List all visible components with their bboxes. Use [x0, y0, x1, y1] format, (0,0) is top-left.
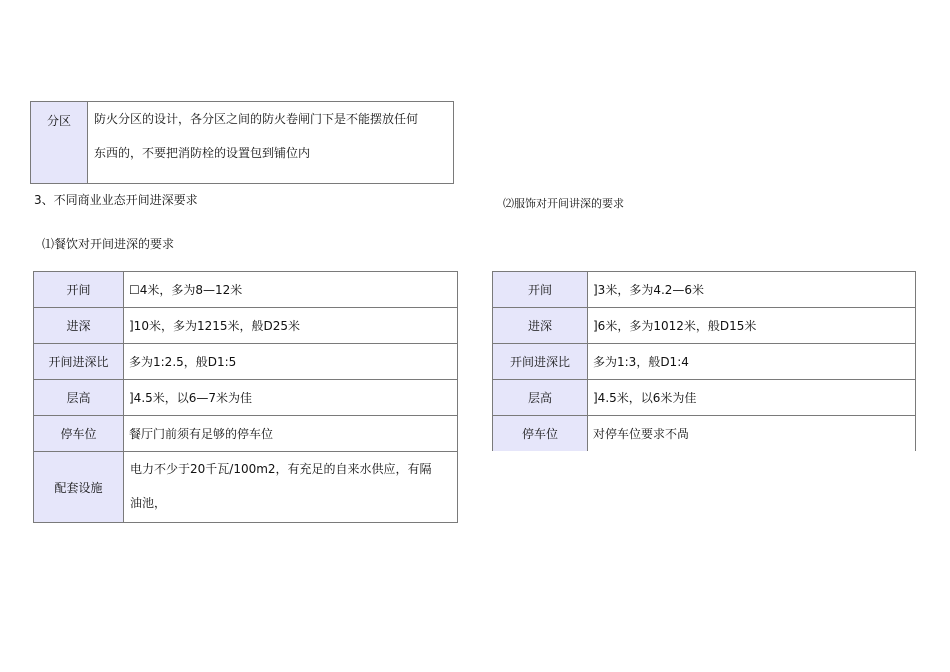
table-row [34, 344, 458, 380]
section-heading: 3、不同商业业态开间进深要求 [34, 193, 198, 207]
dining-table [33, 271, 458, 523]
table-row [34, 380, 458, 416]
clothing-label-parking: 停车位 [493, 416, 588, 451]
table-row [34, 272, 458, 308]
zoning-text [88, 102, 454, 184]
table-row [493, 308, 916, 344]
dining-label-parking: 停车位 [34, 416, 124, 452]
dining-label-bay: 开间 [34, 272, 124, 308]
clothing-value-height: ]4.5米，以6米为佳 [588, 380, 916, 416]
table-row [493, 380, 916, 416]
clothing-table [492, 271, 916, 451]
dining-label-ratio: 开间进深比 [34, 344, 124, 380]
clothing-label-depth: 进深 [493, 308, 588, 344]
table-row [34, 308, 458, 344]
dining-value-parking: 餐厅门前须有足够的停车位 [124, 416, 458, 452]
dining-value-bay: ☐4米，多为8—12米 [124, 272, 458, 308]
table-row [493, 344, 916, 380]
clothing-value-bay: ]3米，多为4.2—6米 [588, 272, 916, 308]
dining-label-depth: 进深 [34, 308, 124, 344]
dining-value-ratio: 多为1:2.5，般D1:5 [124, 344, 458, 380]
clothing-label-height: 层高 [493, 380, 588, 416]
clothing-value-ratio: 多为1:3，般D1:4 [588, 344, 916, 380]
clothing-value-parking: 对停车位要求不咼 [588, 416, 916, 451]
zoning-row [31, 102, 454, 184]
clothing-value-depth: ]6米，多为1012米，般D15米 [588, 308, 916, 344]
dining-value-depth: ]10米，多为1215米，般D25米 [124, 308, 458, 344]
table-row [493, 416, 916, 451]
clothing-label-bay: 开间 [493, 272, 588, 308]
dining-value-height: ]4.5米，以6—7米为佳 [124, 380, 458, 416]
clothing-label-ratio: 开间进深比 [493, 344, 588, 380]
dining-label-facilities: 配套设施 [34, 452, 124, 523]
table-row [493, 272, 916, 308]
clothing-heading: ⑵服饰对开间讲深的要求 [503, 197, 624, 210]
table-row [34, 452, 458, 523]
facilities-line2: 油池， [130, 496, 167, 510]
zoning-text-line1: 防火分区的设计，各分区之间的防火卷闸门下是不能摆放任何 [94, 112, 419, 126]
zoning-text-line2: 东西的，不要把消防栓的设置包到铺位内 [94, 146, 311, 160]
dining-value-facilities [124, 452, 458, 523]
facilities-line1: 电力不少于20千瓦/100m2，有充足的自来水供应，有隔 [130, 462, 432, 476]
zoning-label: 分区 [31, 102, 88, 184]
table-row [34, 416, 458, 452]
dining-label-height: 层高 [34, 380, 124, 416]
dining-heading: ⑴餐饮对开间进深的要求 [42, 237, 175, 251]
zoning-table [30, 101, 454, 184]
